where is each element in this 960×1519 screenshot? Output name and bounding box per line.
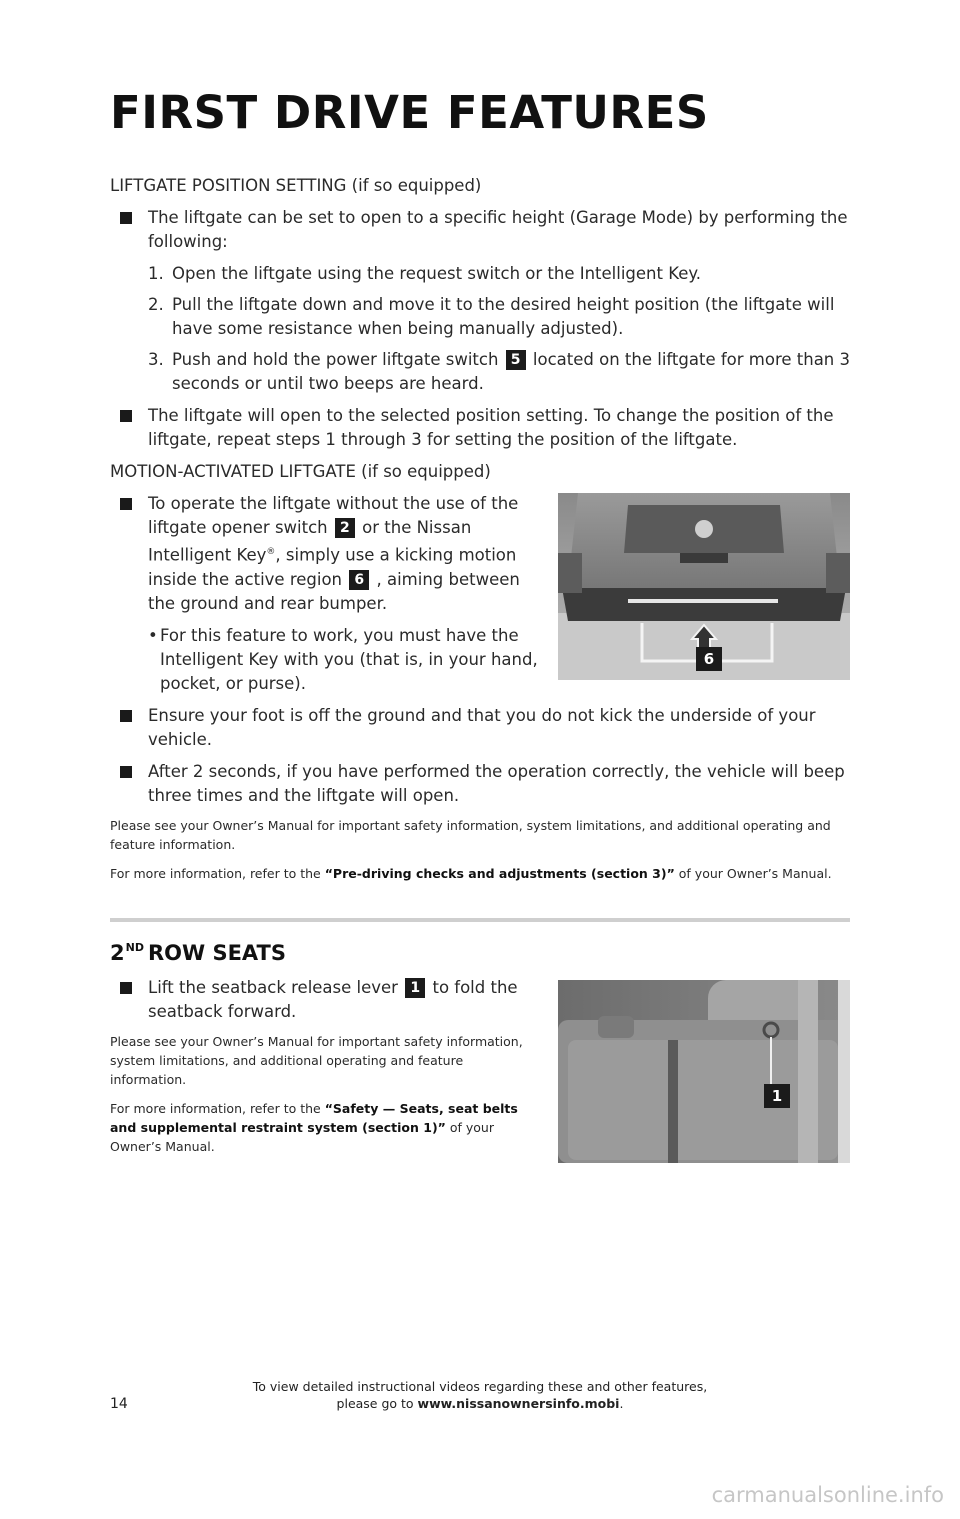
motion-liftgate-text: [110, 492, 550, 696]
motion-liftgate-note: Please see your Owner’s Manual for important safety information, system limitations, and additional operating and feature information.: [110, 817, 831, 852]
callout-badge: 2: [335, 518, 355, 538]
step-item: [148, 262, 850, 286]
liftgate-photo: [558, 493, 850, 680]
step-text: Pull the liftgate down and move it to the desired height position (the liftgate will have some resistance when being manually adjusted).: [172, 295, 835, 338]
footer-link[interactable]: www.nissanownersinfo.mobi: [417, 1396, 620, 1411]
seat-photo: [558, 980, 850, 1163]
liftgate-position-intro: The liftgate can be set to open to a specific height (Garage Mode) by performing the following:: [110, 206, 850, 254]
motion-liftgate-bullet-beep: After 2 seconds, if you have performed the operation correctly, the vehicle will beep three times and the liftgate will open.: [110, 760, 850, 808]
step-number: 2.: [148, 295, 164, 314]
reference-suffix: of your Owner’s Manual.: [674, 865, 832, 881]
step-item: [148, 348, 850, 396]
subnote-text: For this feature to work, you must have the Intelligent Key with you (that is, in your hand, pocket, or purse).: [160, 625, 538, 693]
second-row-bullet: [110, 976, 540, 1024]
footer-note: [220, 1378, 740, 1412]
step-text: Push and hold the power liftgate switch: [172, 350, 499, 369]
reference-prefix: For more information, refer to the: [110, 865, 325, 881]
callout-badge: 5: [506, 350, 526, 370]
step-number: 3.: [148, 350, 164, 369]
bullet-text: , simply use a kicking motion inside the active region: [148, 545, 517, 589]
motion-liftgate-bullet: [110, 492, 550, 616]
reference-section: “Safety — Seats, seat belts and supplemental restraint system (section 1)”: [110, 1101, 518, 1135]
footer-line: [220, 1395, 740, 1412]
step-text: located on the liftgate for more than 3 seconds or until two beeps are heard.: [172, 350, 851, 393]
footer-line: To view detailed instructional videos regarding these and other features,: [252, 1379, 708, 1394]
footer-suffix: .: [619, 1396, 624, 1411]
reference-suffix: of your Owner’s Manual.: [110, 1120, 494, 1154]
step-item: [148, 293, 850, 341]
liftgate-position-steps: [110, 262, 850, 396]
second-row-content: [110, 976, 540, 1166]
bullet-text: , aiming between the ground and rear bumper.: [148, 569, 520, 613]
motion-liftgate-heading: MOTION-ACTIVATED LIFTGATE (if so equipped): [110, 462, 491, 481]
bullet-text: or the Nissan Intelligent Key: [148, 518, 472, 565]
liftgate-position-result: The liftgate will open to the selected position setting. To change the position of the liftgate, repeat steps 1 through 3 for setting the position of the liftgate.: [110, 404, 850, 452]
footer-prefix: please go to: [336, 1396, 418, 1411]
bullet-text: Lift the seatback release lever: [148, 978, 398, 997]
photo-callout-badge: 6: [696, 647, 722, 671]
second-row-reference: [110, 1099, 540, 1156]
second-row-seats-title: [110, 941, 286, 965]
liftgate-position-heading: LIFTGATE POSITION SETTING (if so equipped): [110, 176, 482, 195]
title-text: ROW SEATS: [147, 941, 287, 965]
callout-badge: 6: [349, 570, 369, 590]
registered-mark: ®: [266, 547, 276, 557]
second-row-note: Please see your Owner’s Manual for important safety information, system limitations, and additional operating and feature information.: [110, 1034, 523, 1087]
motion-liftgate-reference: [110, 864, 850, 883]
section-divider: [110, 918, 850, 922]
page-title: FIRST DRIVE FEATURES: [110, 86, 709, 139]
motion-liftgate-bullet-foot: Ensure your foot is off the ground and that you do not kick the underside of your vehicle.: [110, 704, 850, 752]
title-number: 2: [110, 941, 125, 965]
reference-prefix: For more information, refer to the: [110, 1101, 325, 1116]
photo-callout-badge: 1: [764, 1084, 790, 1108]
bullet-text: to fold the seatback forward.: [148, 978, 518, 1021]
watermark: carmanualsonline.info: [711, 1483, 944, 1507]
seat-illustration: [558, 980, 850, 1163]
reference-section: “Pre-driving checks and adjustments (section 3)”: [324, 865, 675, 881]
callout-badge: 1: [405, 978, 425, 998]
subnote-dot: •: [148, 625, 158, 645]
bullet-text: To operate the liftgate without the use of the liftgate opener switch: [148, 494, 519, 537]
title-superscript: ND: [125, 941, 144, 954]
step-text: Open the liftgate using the request switch or the Intelligent Key.: [172, 264, 702, 283]
motion-liftgate-subnote: [148, 624, 550, 696]
page-number: 14: [110, 1396, 128, 1412]
step-number: 1.: [148, 264, 164, 283]
